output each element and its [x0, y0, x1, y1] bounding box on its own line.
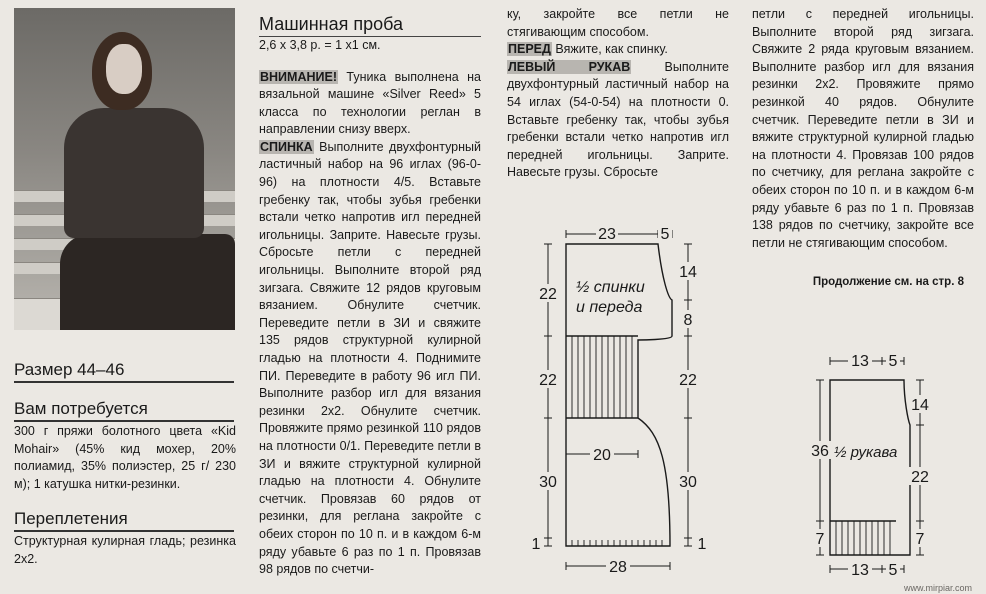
- gauge-title: Машинная проба: [259, 14, 481, 37]
- sleeve-dim-left-7: 7: [815, 531, 825, 548]
- sleeve-dim-right-7: 7: [915, 531, 925, 548]
- needs-heading: Вам потребуется: [14, 399, 234, 422]
- dim-left-30: 30: [539, 474, 557, 491]
- continue-note: Продолжение см. на стр. 8: [812, 276, 964, 289]
- left-column: [14, 360, 236, 569]
- dim-top-width: 23: [598, 226, 616, 243]
- instructions-column-3: [752, 0, 974, 292]
- dim-right-22: 22: [679, 372, 697, 389]
- sleeve-continued: петли с передней игольницы. Выполните второй ряд зигзага. Свяжите 2 ряда круговым вязанием. Выполните разбор игл для вязания резинки 2х2. Провяжите прямо резинкой 40 рядов. Обнулите счетчик. Переведите петли в ЗИ и вяжите структурной кулирной гладью на плотности 4. Провязав 100 рядов по счетчику, для реглана закройте с обеих сторон по 10 п. и в каждом 6-м ряду убавьте 6 раз по 1 п. Провязав 138 рядов по счетчику, закройте все петли не стягивающим способом.: [752, 7, 974, 250]
- front-paragraph: [507, 41, 729, 59]
- sleeve-text: Выполните двухфонтурный ластичный набор на 54 иглах (54-0-54) на плотности 0. Вставьте гребенку так, чтобы зубья гребенки встали четко напротив игл передней игольницы. Заприте. Навесьте грузы. Сбросьте: [507, 59, 729, 180]
- sleeve-dim-left-36: 36: [811, 443, 829, 460]
- back-paragraph: [259, 139, 481, 579]
- model-photo: [14, 8, 235, 330]
- size-heading: Размер 44–46: [14, 360, 234, 383]
- body-label-line2: и переда: [576, 299, 643, 316]
- dim-top-shoulder: 5: [660, 226, 670, 243]
- model-face: [106, 44, 142, 94]
- model-figure: [60, 234, 235, 330]
- dim-right-8: 8: [683, 312, 693, 329]
- sleeve-rib-stripes: [836, 521, 890, 555]
- front-text: Вяжите, как спинку.: [551, 42, 668, 57]
- needs-text: 300 г пряжи болотного цвета «Kid Mohair» (45% кид мохер, 20% полиамид, 35% полиэстер, 25 г/ 230 м); 1 катушка нитки-резинки.: [14, 424, 236, 491]
- dim-left-22-top: 22: [539, 286, 557, 303]
- body-label-line1: ½ спинки: [576, 279, 645, 296]
- pattern-heading: Переплетения: [14, 509, 234, 532]
- sleeve-dim-right-22: 22: [911, 469, 929, 486]
- back-text: Выполните двухфонтурный ластичный набор на 96 иглах (96-0-96) на плотности 4/5. Вставьте гребенку так, чтобы зубья гребенки встали четко напротив игл передней игольницы. Заприте. Навесьте грузы. Сбросьте петли с передней игольницы. Выполните второй ряд зигзага. Свяжите 12 рядов круговым вязанием. Обнулите счетчик. Переведите петли в ЗИ и свяжите 135 рядов структурной кулирной гладью на плотности 4. Поднимите ПИ. Переведите в работу 96 игл ПИ. Выполните разбор игл для вязания резинки 2х2. Обнулите счетчик. Провяжите прямо резинкой 110 рядов на плотности 0/1. Переведите петли в ЗИ и вяжите структурной кулирной гладью на плотности 4. Обнулите счетчик. Провязав 60 рядов от резинки, для реглана закройте с обеих сторон по 10 п. и в каждом 6-м ряду убавьте 6 раз по 1 п. Провязав 98 рядов по счетчи-: [259, 139, 481, 577]
- watermark: www.mirpiar.com: [903, 583, 972, 593]
- sleeve-dim-bottom-width: 13: [851, 562, 869, 579]
- attention-text: Туника выполнена на вязальной машине «Silver Reed» 5 класса по технологии реглан в направлении снизу вверх.: [259, 69, 481, 137]
- sleeve-dim-top-side: 5: [888, 353, 898, 370]
- attention-paragraph: [259, 69, 481, 139]
- dim-right-14: 14: [679, 264, 697, 281]
- dim-waist: 20: [593, 447, 611, 464]
- model-figure: [64, 108, 204, 238]
- back-label: СПИНКА: [260, 139, 313, 154]
- dim-left-1: 1: [531, 536, 541, 553]
- dim-right-30: 30: [679, 474, 697, 491]
- body-pattern-diagram: [520, 218, 720, 588]
- rib-stripes: [572, 336, 632, 418]
- back-continued: ку, закройте все петли не стягивающим способом.: [507, 7, 729, 39]
- sleeve-dim-right-14: 14: [911, 397, 929, 414]
- dim-right-1: 1: [697, 536, 707, 553]
- gauge-text: 2,6 х 3,8 р. = 1 х1 см.: [259, 38, 381, 52]
- sleeve-dim-bottom-side: 5: [888, 562, 898, 579]
- bottom-rib-stripes: [572, 540, 662, 546]
- dim-left-22-mid: 22: [539, 372, 557, 389]
- attention-label: ВНИМАНИЕ!: [260, 69, 337, 84]
- instructions-column-1: [259, 14, 481, 579]
- dim-bottom-width: 28: [609, 559, 627, 576]
- sleeve-paragraph: [507, 59, 729, 182]
- sleeve-label: ½ рукава: [834, 444, 898, 461]
- sleeve-pattern-diagram: [800, 345, 940, 581]
- sleeve-dim-top-width: 13: [851, 353, 869, 370]
- instructions-column-2: [507, 0, 729, 182]
- front-label: ПЕРЕД: [508, 42, 551, 57]
- pattern-text: Структурная кулирная гладь; резинка 2х2.: [14, 534, 236, 566]
- sleeve-label: ЛЕВЫЙ РУКАВ: [508, 59, 631, 74]
